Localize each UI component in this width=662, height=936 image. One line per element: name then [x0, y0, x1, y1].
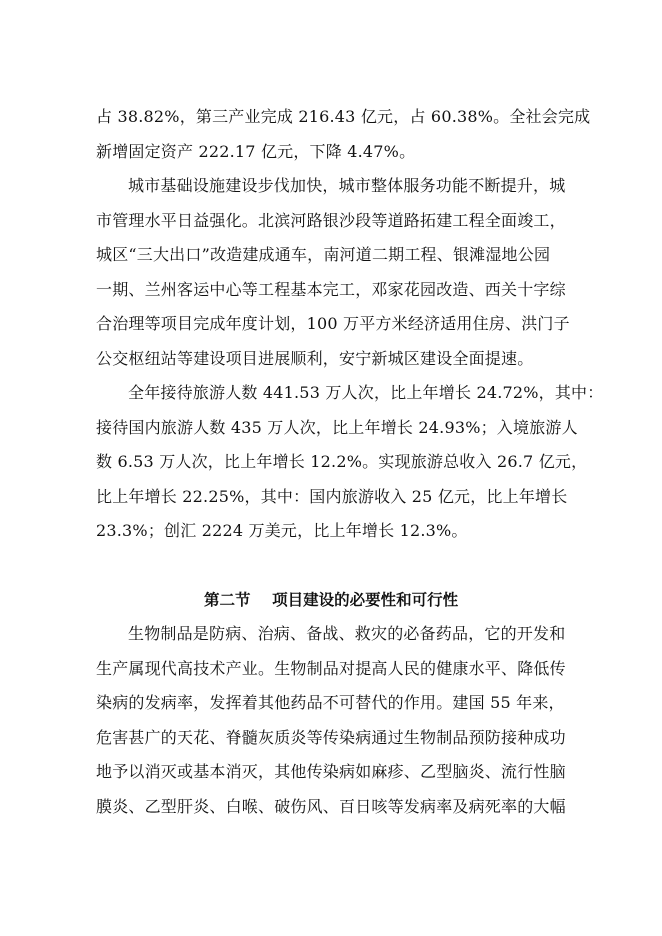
infrastructure-paragraph — [96, 169, 576, 376]
intro-paragraph — [96, 100, 591, 169]
paragraph-line: 生物制品是防病、治病、备战、救灾的必备药品，它的开发和 — [128, 624, 566, 643]
tourism-paragraph — [96, 376, 604, 549]
paragraph-line: 接待国内旅游人数 435 万人次，比上年增长 24.93%；入境旅游人 — [96, 417, 578, 437]
paragraph-line: 染病的发病率，发挥着其他药品不可替代的作用。建国 55 年来， — [96, 693, 565, 712]
section-heading: 第二节 项目建设的必要性和可行性 — [204, 590, 459, 609]
paragraph-line: 危害甚广的天花、脊髓灰质炎等传染病通过生物制品预防接种成功 — [96, 727, 566, 747]
paragraph-line: 生产属现代高技术产业。生物制品对提高人民的健康水平、降低传 — [96, 658, 566, 678]
paragraph-line: 城区“三大出口”改造建成通车，南河道二期工程、银滩湿地公园 — [96, 245, 551, 264]
paragraph-line: 公交枢纽站等建设项目进展顺利，安宁新城区建设全面提速。 — [96, 348, 534, 368]
paragraph-line: 23.3%；创汇 2224 万美元，比上年增长 12.3%。 — [96, 521, 468, 540]
paragraph-line: 全年接待旅游人数 441.53 万人次，比上年增长 24.72%，其中： — [128, 383, 604, 402]
paragraph-line: 城市基础设施建设步伐加快，城市整体服务功能不断提升，城 — [128, 176, 566, 195]
paragraph-line: 膜炎、乙型肝炎、白喉、破伤风、百日咳等发病率及病死率的大幅 — [96, 796, 566, 816]
biologics-paragraph — [96, 617, 576, 824]
paragraph-line: 新增固定资产 222.17 亿元，下降 4.47%。 — [96, 141, 416, 161]
paragraph-line: 比上年增长 22.25%，其中：国内旅游收入 25 亿元，比上年增长 — [96, 486, 568, 506]
paragraph-line: 数 6.53 万人次，比上年增长 12.2%。实现旅游总收入 26.7 亿元， — [96, 452, 588, 471]
paragraph-line: 占 38.82%，第三产业完成 216.43 亿元，占 60.38%。全社会完成 — [96, 107, 591, 126]
document-page — [96, 100, 604, 824]
paragraph-line: 一期、兰州客运中心等工程基本完工，邓家花园改造、西关十字综 — [96, 279, 566, 299]
paragraph-line: 市管理水平日益强化。北滨河路银沙段等道路拓建工程全面竣工， — [96, 210, 566, 230]
paragraph-line: 合治理等项目完成年度计划，100 万平方米经济适用住房、洪门子 — [96, 314, 570, 333]
paragraph-line: 地予以消灭或基本消灭，其他传染病如麻疹、乙型脑炎、流行性脑 — [96, 762, 566, 781]
